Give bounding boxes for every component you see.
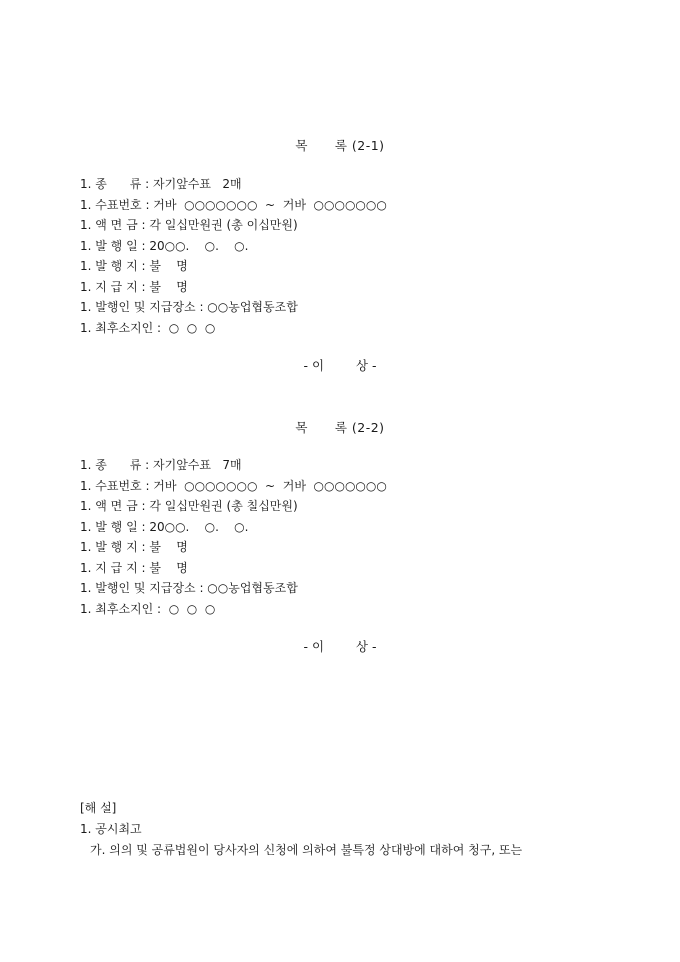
section2-item-face-value: 1. 액 면 금 : 각 일십만원권 (총 칠십만원) [80,499,298,513]
section1-end-mark: - 이 상 - [303,358,377,373]
section1-item-check-number: 1. 수표번호 : 거바 ○○○○○○○ ~ 거바 ○○○○○○○ [80,197,387,212]
section1-item-issue-place: 1. 발 행 지 : 불 명 [80,259,188,273]
commentary-definition-line: 가. 의의 및 공류법원이 당사자의 신청에 의하여 불특정 상대방에 대하여 청구, 또는 [90,843,523,857]
section2-item-issue-date: 1. 발 행 일 : 20○○. ○. ○. [80,519,249,534]
section1-item-list [80,174,387,338]
commentary-section [80,798,620,861]
section1-item-face-value: 1. 액 면 금 : 각 일십만원권 (총 이십만원) [80,218,298,232]
section1-item-issuer: 1. 발행인 및 지급장소 : ○○농업협동조합 [80,300,298,314]
section2-item-last-holder: 1. 최후소지인 : ○ ○ ○ [80,601,216,616]
section2-item-type: 1. 종 류 : 자기앞수표 7매 [80,458,242,472]
section2-item-list [80,455,387,619]
commentary-heading: [해 설] [80,801,117,815]
section1-title: 목 록 (2-1) [295,138,385,153]
section2-item-issuer: 1. 발행인 및 지급장소 : ○○농업협동조합 [80,581,298,595]
section2-title: 목 록 (2-2) [295,420,385,435]
section1-item-last-holder: 1. 최후소지인 : ○ ○ ○ [80,320,216,335]
section2-end-mark: - 이 상 - [303,639,377,654]
section1-item-payment-place: 1. 지 급 지 : 불 명 [80,279,188,294]
section2-item-issue-place: 1. 발 행 지 : 불 명 [80,540,188,554]
section2-item-payment-place: 1. 지 급 지 : 불 명 [80,560,188,575]
section2-item-check-number: 1. 수표번호 : 거바 ○○○○○○○ ~ 거바 ○○○○○○○ [80,478,387,493]
section1-item-type: 1. 종 류 : 자기앞수표 2매 [80,177,242,191]
section1-item-issue-date: 1. 발 행 일 : 20○○. ○. ○. [80,238,249,253]
commentary-item-public-notice: 1. 공시최고 [80,822,142,836]
